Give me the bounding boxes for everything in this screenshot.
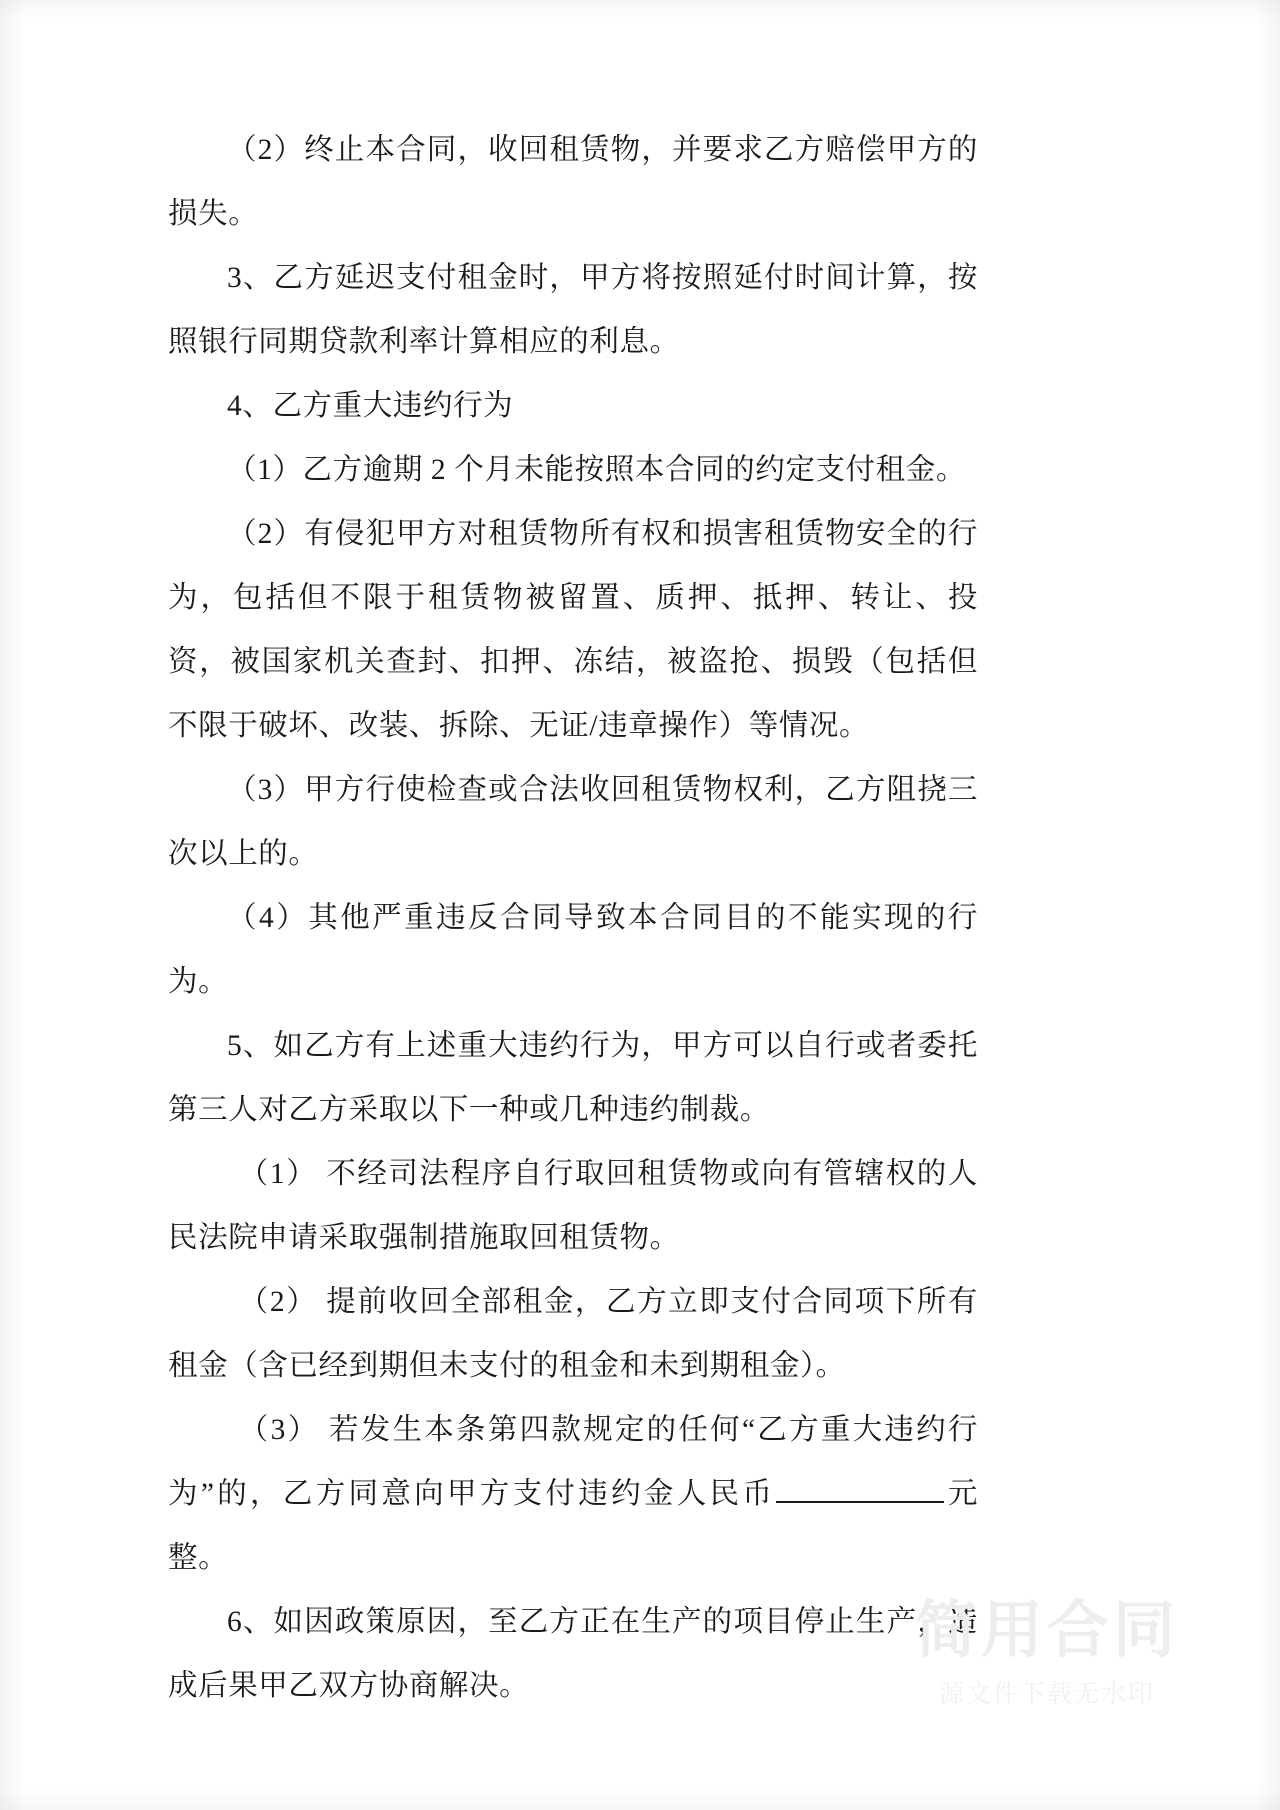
scan-edge-left xyxy=(0,0,26,1810)
penalty-amount-blank[interactable] xyxy=(776,1473,944,1503)
document-body xyxy=(168,118,978,1718)
clause-5-3-text-after-blank: 元整。 xyxy=(168,1478,978,1574)
scan-edge-top xyxy=(0,0,1280,22)
paragraph-clause-5: 5、如乙方有上述重大违约行为，甲方可以自行或者委托第三人对乙方采取以下一种或几种违约制裁。 xyxy=(168,1030,978,1126)
paragraph-clause-4-1: （1）乙方逾期 2 个月未能按照本合同的约定支付租金。 xyxy=(227,454,966,486)
scan-edge-bottom xyxy=(0,1788,1280,1810)
paragraph-clause-3: 3、乙方延迟支付租金时，甲方将按照延付时间计算，按照银行同期贷款利率计算相应的利息。 xyxy=(168,262,978,358)
watermark-title: 简用合同 xyxy=(914,1593,1179,1667)
paragraph-clause-2-2: （2）终止本合同，收回租赁物，并要求乙方赔偿甲方的损失。 xyxy=(168,134,978,230)
clause-5-3-text-before-blank: （3） 若发生本条第四款规定的任何“乙方重大违约行为”的，乙方同意向甲方支付违约金人民币 xyxy=(168,1414,978,1510)
scan-edge-right xyxy=(1254,0,1280,1810)
paragraph-clause-4-4: （4）其他严重违反合同导致本合同目的不能实现的行为。 xyxy=(168,902,978,998)
paragraph-clause-5-1: （1） 不经司法程序自行取回租赁物或向有管辖权的人民法院申请采取强制措施取回租赁物。 xyxy=(168,1158,978,1254)
watermark-subtitle: 源文件下载无水印 xyxy=(938,1679,1155,1708)
paragraph-clause-5-2: （2） 提前收回全部租金，乙方立即支付合同项下所有租金（含已经到期但未支付的租金和未到期租金）。 xyxy=(168,1286,978,1382)
paragraph-clause-5-3 xyxy=(168,1398,978,1590)
paragraph-clause-4-2: （2）有侵犯甲方对租赁物所有权和损害租赁物安全的行为，包括但不限于租赁物被留置、质押、抵押、转让、投资，被国家机关查封、扣押、冻结，被盗抢、损毁（包括但不限于破坏、改装、拆除、无证/违章操作）等情况。 xyxy=(168,518,978,742)
paragraph-clause-4-3: （3）甲方行使检查或合法收回租赁物权利，乙方阻挠三次以上的。 xyxy=(168,774,978,870)
paragraph-clause-6: 6、如因政策原因，至乙方正在生产的项目停止生产，造成后果甲乙双方协商解决。 xyxy=(168,1606,978,1702)
paragraph-clause-4: 4、乙方重大违约行为 xyxy=(227,390,514,422)
